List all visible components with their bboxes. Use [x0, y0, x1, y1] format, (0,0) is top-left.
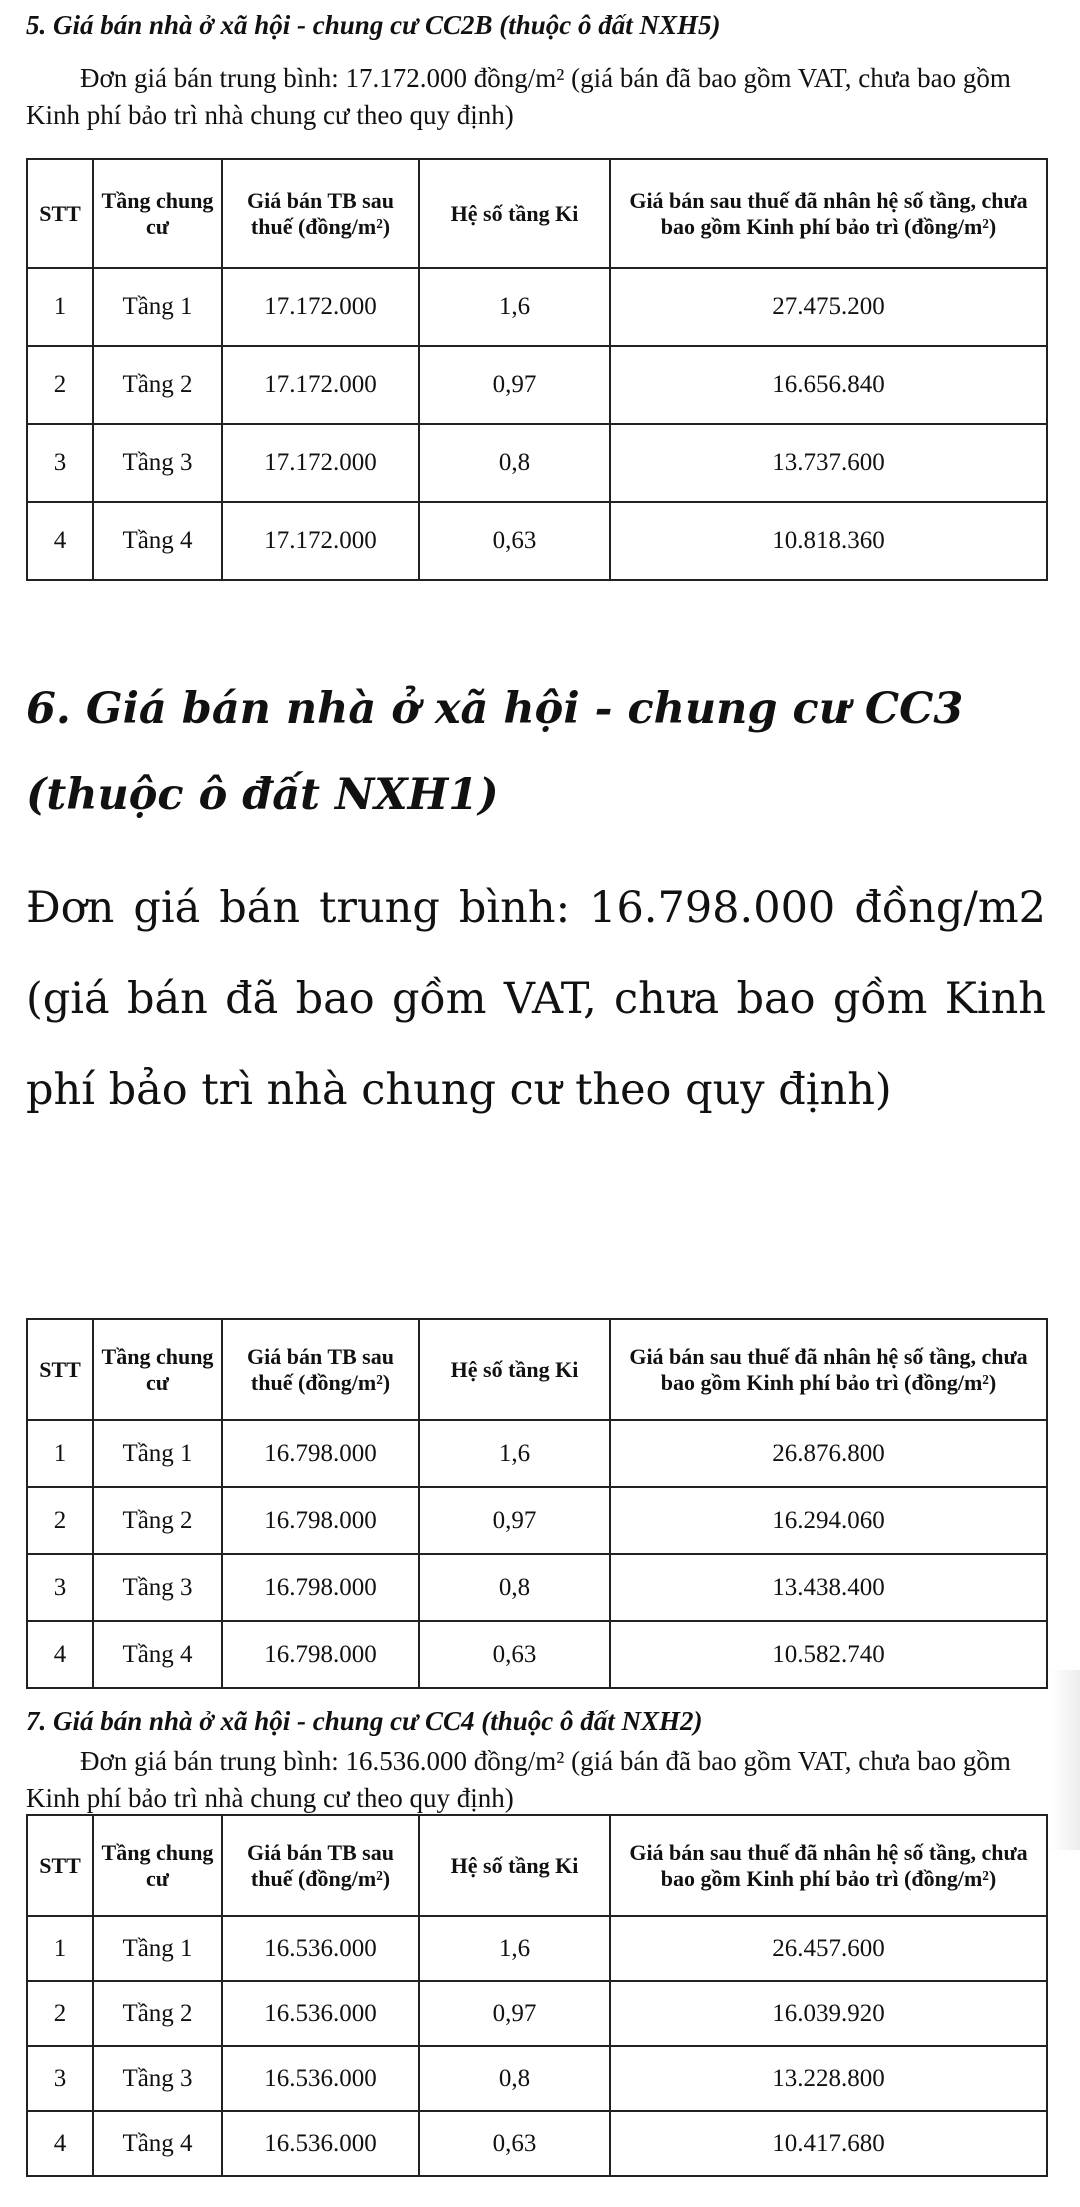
header-avg-price: Giá bán TB sau thuế (đồng/m²) — [222, 1319, 419, 1420]
cell-floor: Tầng 4 — [93, 2111, 222, 2176]
cell-stt: 1 — [27, 1420, 93, 1487]
table-row — [27, 1621, 1047, 1688]
cell-final-price: 13.737.600 — [610, 424, 1047, 502]
cell-floor: Tầng 4 — [93, 502, 222, 580]
cell-avg-price: 17.172.000 — [222, 346, 419, 424]
table-header-row — [27, 1319, 1047, 1420]
cell-coefficient: 1,6 — [419, 1420, 610, 1487]
cell-coefficient: 0,63 — [419, 2111, 610, 2176]
section-7-table — [26, 1814, 1048, 2177]
cell-floor: Tầng 2 — [93, 1981, 222, 2046]
cell-final-price: 26.876.800 — [610, 1420, 1047, 1487]
cell-final-price: 10.417.680 — [610, 2111, 1047, 2176]
header-final-price: Giá bán sau thuế đã nhân hệ số tầng, chưa bao gồm Kinh phí bảo trì (đồng/m²) — [610, 159, 1047, 268]
cell-floor: Tầng 3 — [93, 424, 222, 502]
section-6-table — [26, 1318, 1048, 1689]
cell-avg-price: 16.536.000 — [222, 1916, 419, 1981]
section-6-title: 6. Giá bán nhà ở xã hội - chung cư CC3 (thuộc ô đất NXH1) — [26, 684, 964, 820]
cell-floor: Tầng 2 — [93, 1487, 222, 1554]
cell-final-price: 10.818.360 — [610, 502, 1047, 580]
cell-coefficient: 0,8 — [419, 1554, 610, 1621]
cell-coefficient: 0,97 — [419, 1487, 610, 1554]
table-row — [27, 2046, 1047, 2111]
table-row — [27, 1487, 1047, 1554]
cell-final-price: 16.294.060 — [610, 1487, 1047, 1554]
cell-avg-price: 16.798.000 — [222, 1487, 419, 1554]
cell-final-price: 26.457.600 — [610, 1916, 1047, 1981]
section-5-table — [26, 158, 1048, 581]
table-row — [27, 2111, 1047, 2176]
header-stt: STT — [27, 1815, 93, 1916]
cell-coefficient: 0,97 — [419, 346, 610, 424]
header-stt: STT — [27, 1319, 93, 1420]
cell-stt: 4 — [27, 502, 93, 580]
cell-floor: Tầng 1 — [93, 1916, 222, 1981]
cell-coefficient: 0,63 — [419, 1621, 610, 1688]
table-row — [27, 1554, 1047, 1621]
cell-coefficient: 0,8 — [419, 424, 610, 502]
cell-final-price: 10.582.740 — [610, 1621, 1047, 1688]
cell-final-price: 16.656.840 — [610, 346, 1047, 424]
cell-stt: 3 — [27, 2046, 93, 2111]
cell-final-price: 13.228.800 — [610, 2046, 1047, 2111]
cell-floor: Tầng 2 — [93, 346, 222, 424]
cell-stt: 2 — [27, 346, 93, 424]
header-coefficient: Hệ số tầng Ki — [419, 1815, 610, 1916]
header-floor: Tầng chung cư — [93, 1319, 222, 1420]
cell-floor: Tầng 1 — [93, 268, 222, 346]
cell-final-price: 27.475.200 — [610, 268, 1047, 346]
cell-avg-price: 16.536.000 — [222, 1981, 419, 2046]
cell-final-price: 16.039.920 — [610, 1981, 1047, 2046]
cell-coefficient: 0,63 — [419, 502, 610, 580]
cell-floor: Tầng 1 — [93, 1420, 222, 1487]
cell-floor: Tầng 4 — [93, 1621, 222, 1688]
cell-floor: Tầng 3 — [93, 1554, 222, 1621]
cell-avg-price: 17.172.000 — [222, 424, 419, 502]
cell-avg-price: 16.536.000 — [222, 2111, 419, 2176]
header-avg-price: Giá bán TB sau thuế (đồng/m²) — [222, 1815, 419, 1916]
cell-coefficient: 1,6 — [419, 1916, 610, 1981]
cell-stt: 1 — [27, 1916, 93, 1981]
table-header-row — [27, 1815, 1047, 1916]
page-edge-shadow — [1050, 1670, 1080, 1850]
section-7-title: 7. Giá bán nhà ở xã hội - chung cư CC4 (thuộc ô đất NXH2) — [26, 1706, 703, 1736]
header-floor: Tầng chung cư — [93, 159, 222, 268]
cell-floor: Tầng 3 — [93, 2046, 222, 2111]
header-final-price: Giá bán sau thuế đã nhân hệ số tầng, chưa bao gồm Kinh phí bảo trì (đồng/m²) — [610, 1815, 1047, 1916]
cell-stt: 4 — [27, 1621, 93, 1688]
cell-avg-price: 17.172.000 — [222, 268, 419, 346]
cell-stt: 3 — [27, 1554, 93, 1621]
section-5-title: 5. Giá bán nhà ở xã hội - chung cư CC2B (thuộc ô đất NXH5) — [26, 10, 721, 40]
table-row — [27, 1916, 1047, 1981]
table-row — [27, 346, 1047, 424]
table-row — [27, 1420, 1047, 1487]
section-5-description: Đơn giá bán trung bình: 17.172.000 đồng/m² (giá bán đã bao gồm VAT, chưa bao gồm Kinh phí bảo trì nhà chung cư theo quy định) — [26, 63, 1011, 130]
header-avg-price: Giá bán TB sau thuế (đồng/m²) — [222, 159, 419, 268]
header-final-price: Giá bán sau thuế đã nhân hệ số tầng, chưa bao gồm Kinh phí bảo trì (đồng/m²) — [610, 1319, 1047, 1420]
cell-stt: 3 — [27, 424, 93, 502]
cell-stt: 2 — [27, 1981, 93, 2046]
header-coefficient: Hệ số tầng Ki — [419, 159, 610, 268]
cell-avg-price: 16.798.000 — [222, 1554, 419, 1621]
section-6-description: Đơn giá bán trung bình: 16.798.000 đồng/m2 (giá bán đã bao gồm VAT, chưa bao gồm Kinh phí bảo trì nhà chung cư theo quy định) — [26, 883, 1046, 1115]
cell-avg-price: 17.172.000 — [222, 502, 419, 580]
cell-coefficient: 0,8 — [419, 2046, 610, 2111]
cell-coefficient: 0,97 — [419, 1981, 610, 2046]
cell-stt: 4 — [27, 2111, 93, 2176]
cell-avg-price: 16.798.000 — [222, 1420, 419, 1487]
table-row — [27, 502, 1047, 580]
header-coefficient: Hệ số tầng Ki — [419, 1319, 610, 1420]
table-row — [27, 1981, 1047, 2046]
header-floor: Tầng chung cư — [93, 1815, 222, 1916]
table-row — [27, 424, 1047, 502]
header-stt: STT — [27, 159, 93, 268]
cell-coefficient: 1,6 — [419, 268, 610, 346]
table-header-row — [27, 159, 1047, 268]
cell-avg-price: 16.536.000 — [222, 2046, 419, 2111]
cell-avg-price: 16.798.000 — [222, 1621, 419, 1688]
cell-stt: 2 — [27, 1487, 93, 1554]
table-row — [27, 268, 1047, 346]
cell-stt: 1 — [27, 268, 93, 346]
cell-final-price: 13.438.400 — [610, 1554, 1047, 1621]
section-7-description: Đơn giá bán trung bình: 16.536.000 đồng/m² (giá bán đã bao gồm VAT, chưa bao gồm Kinh phí bảo trì nhà chung cư theo quy định) — [26, 1746, 1011, 1813]
